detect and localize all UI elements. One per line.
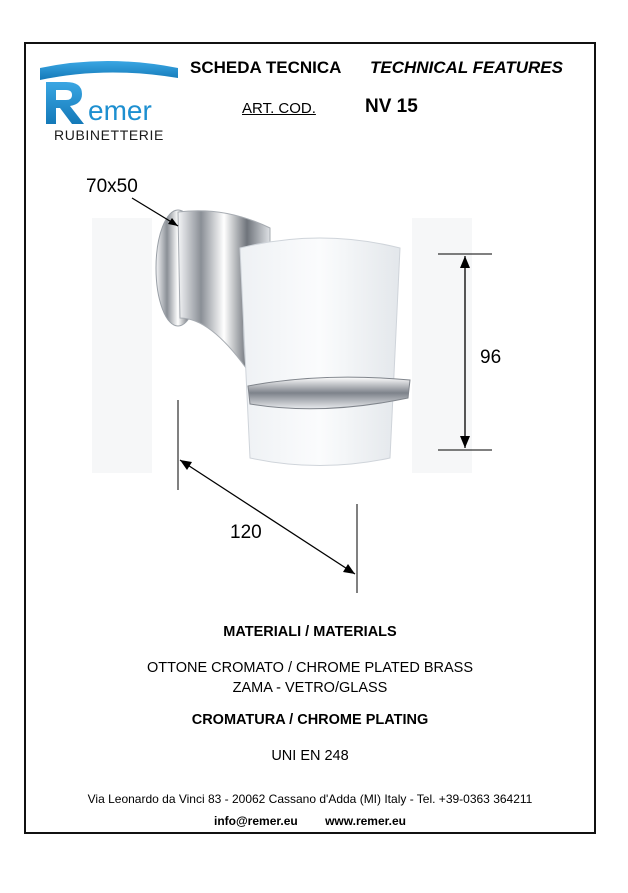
materials-heading: MATERIALI / MATERIALS (223, 624, 397, 640)
article-code-value: NV 15 (365, 96, 418, 117)
dimension-depth: 120 (230, 522, 262, 543)
svg-text:emer: emer (88, 95, 152, 126)
email-link[interactable]: info@remer.eu (213, 814, 298, 828)
website-link[interactable]: www.remer.eu (325, 814, 406, 828)
title-english: TECHNICAL FEATURES (370, 58, 563, 77)
company-address: Via Leonardo da Vinci 83 - 20062 Cassano d'Adda (MI) Italy - Tel. +39-0363 364211 (87, 792, 533, 806)
title-italian: SCHEDA TECNICA (190, 58, 342, 77)
contact-line (24, 814, 596, 828)
materials-line-1: OTTONE CROMATO / CHROME PLATED BRASS (146, 660, 474, 676)
dimension-height: 96 (480, 347, 502, 368)
standard-code: UNI EN 248 (271, 748, 349, 764)
brand-subtitle: RUBINETTERIE (54, 127, 164, 143)
article-code-label: ART. COD. (242, 100, 316, 117)
product-drawing (60, 168, 570, 598)
glass-tumbler (240, 238, 400, 466)
dimension-flange: 70x50 (86, 176, 138, 197)
materials-line-2: ZAMA - VETRO/GLASS (232, 680, 388, 696)
plating-heading: CROMATURA / CHROME PLATING (191, 712, 429, 728)
